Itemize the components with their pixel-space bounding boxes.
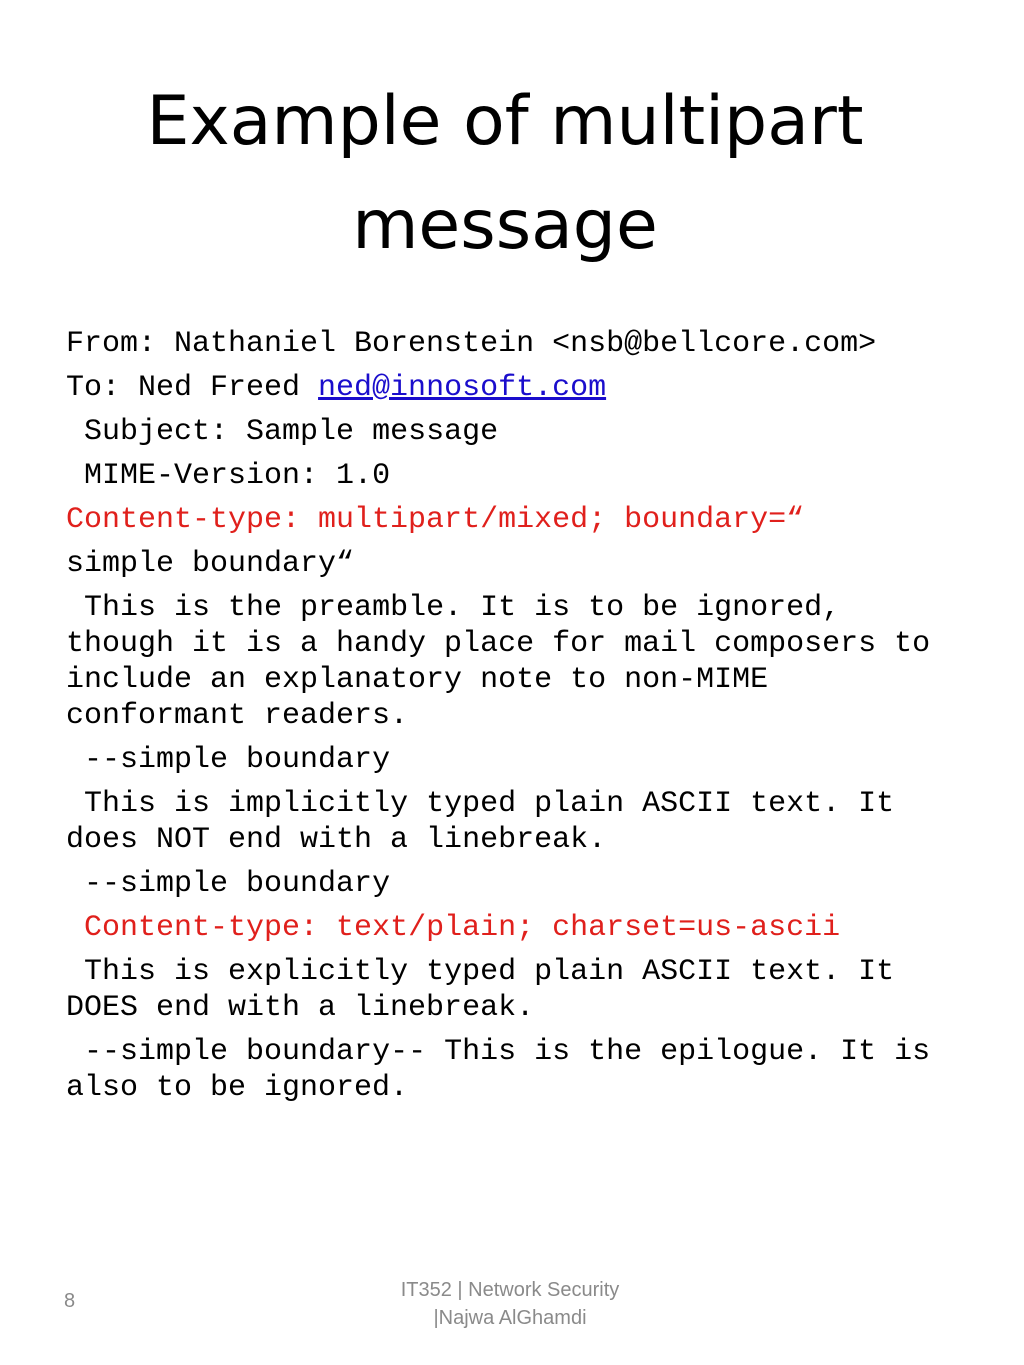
to-header [66,370,966,406]
to-email-link[interactable]: ned@innosoft.com [318,371,607,405]
content-type-multipart-header: Content-type: multipart/mixed; boundary=“ [66,503,805,537]
to-header-prefix: To: Ned Freed [66,371,319,405]
slide-title: Example of multipart message [146,82,864,265]
email-example-body [66,326,966,1114]
boundary-value: simple boundary“ [66,547,355,581]
slide-footer [360,1276,660,1332]
footer-course-line: IT352 | Network Security [400,1279,620,1301]
boundary-delimiter-1: --simple boundary [66,743,391,777]
subject-header: Subject: Sample message [66,415,499,449]
part-1-text: This is implicitly typed plain ASCII text. It does NOT end with a linebreak. [66,787,913,857]
content-type-text-plain-header: Content-type: text/plain; charset=us-ascii [66,911,841,945]
footer-author-line: |Najwa AlGhamdi [433,1307,587,1329]
preamble-text: This is the preamble. It is to be ignored, though it is a handy place for mail composers to include an explanatory note to non-MIME conformant readers. [66,591,949,733]
slide-number: 8 [64,1290,76,1312]
part-2-text: This is explicitly typed plain ASCII text. It DOES end with a linebreak. [66,955,913,1025]
mime-version-header: MIME-Version: 1.0 [66,459,391,493]
from-header: From: Nathaniel Borenstein <nsb@bellcore.com> [66,327,877,361]
epilogue-text: --simple boundary-- This is the epilogue. It is also to be ignored. [66,1035,949,1105]
boundary-delimiter-2: --simple boundary [66,867,391,901]
